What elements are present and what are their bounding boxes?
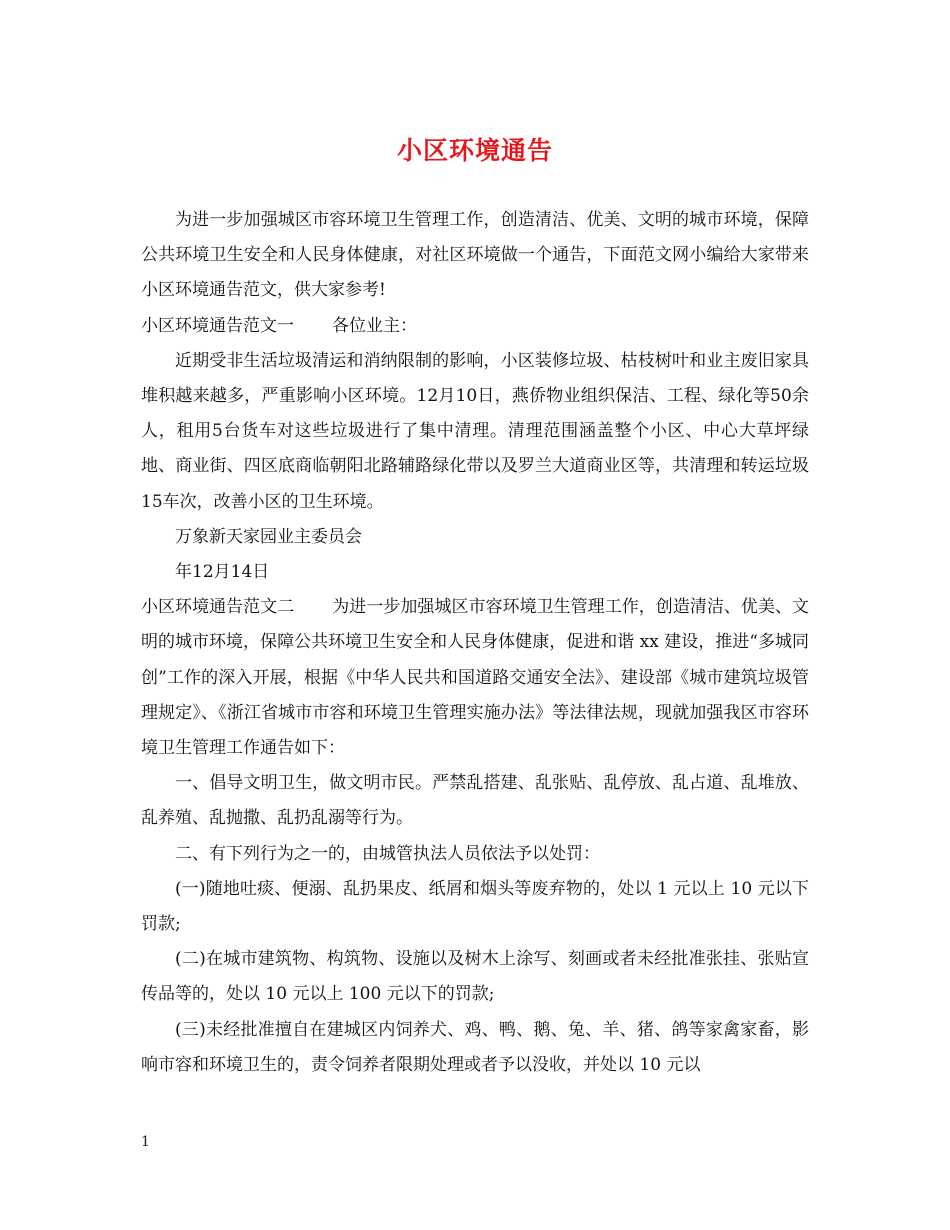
- sample1-signature: 万象新天家园业主委员会: [175, 526, 362, 547]
- item1-paragraph: 一、倡导文明卫生，做文明市民。严禁乱搭建、乱张贴、乱停放、乱占道、乱堆放、乱养殖、乱抛撒、乱扔乱溺等行为。: [141, 773, 809, 829]
- page-number: 1: [141, 1134, 150, 1150]
- sample1-body-paragraph: 近期受非生活垃圾清运和消纳限制的影响，小区装修垃圾、枯枝树叶和业主废旧家具堆积越来越多，严重影响小区环境。12月10日，燕侨物业组织保洁、工程、绿化等50余人，租用5台货车对这些垃圾进行了集中清理。清理范围涵盖整个小区、中心大草坪绿地、商业街、四区底商临朝阳北路辅路绿化带以及罗兰大道商业区等，共清理和转运垃圾15车次，改善小区的卫生环境。: [141, 350, 809, 512]
- document-body: [141, 203, 809, 1083]
- sub1-paragraph: (一)随地吐痰、便溺、乱扔果皮、纸屑和烟头等废弃物的，处以 1 元以上 10 元以下罚款;: [141, 878, 809, 935]
- item2-paragraph: 二、有下列行为之一的，由城管执法人员依法予以处罚：: [175, 843, 600, 864]
- document-title: 小区环境通告: [396, 136, 553, 165]
- sample1-greeting: 各位业主：: [332, 315, 417, 336]
- sample1-heading-line: [141, 309, 809, 344]
- sample1-label: 小区环境通告范文一: [141, 315, 294, 336]
- intro-paragraph: 为进一步加强城区市容环境卫生管理工作，创造清洁、优美、文明的城市环境，保障公共环境卫生安全和人民身体健康，对社区环境做一个通告，下面范文网小编给大家带来小区环境通告范文，供大家参考!: [141, 210, 809, 301]
- sample2-paragraph: [141, 590, 809, 766]
- sub2-paragraph: (二)在城市建筑物、构筑物、设施以及树木上涂写、刻画或者未经批准张挂、张贴宣传品等的，处以 10 元以上 100 元以下的罚款;: [141, 949, 809, 1005]
- sample2-body: 为进一步加强城区市容环境卫生管理工作，创造清洁、优美、文明的城市环境，保障公共环境卫生安全和人民身体健康，促进和谐 xx 建设，推进“多城同创”工作的深入开展，根据《中华人民共和国道路交通安全法》、建设部《城市建筑垃圾管理规定》、《浙江省城市市容和环境卫生管理实施办法》等法律法规，现就加强我区市容环境卫生管理工作通告如下：: [141, 597, 810, 759]
- sample1-date: 年12月14日: [175, 562, 270, 583]
- sample2-label: 小区环境通告范文二: [141, 597, 295, 618]
- sub3-paragraph: (三)未经批准擅自在建城区内饲养犬、鸡、鸭、鹅、兔、羊、猪、鸽等家禽家畜，影响市容和环境卫生的，责令饲养者限期处理或者予以没收，并处以 10 元以: [141, 1019, 809, 1075]
